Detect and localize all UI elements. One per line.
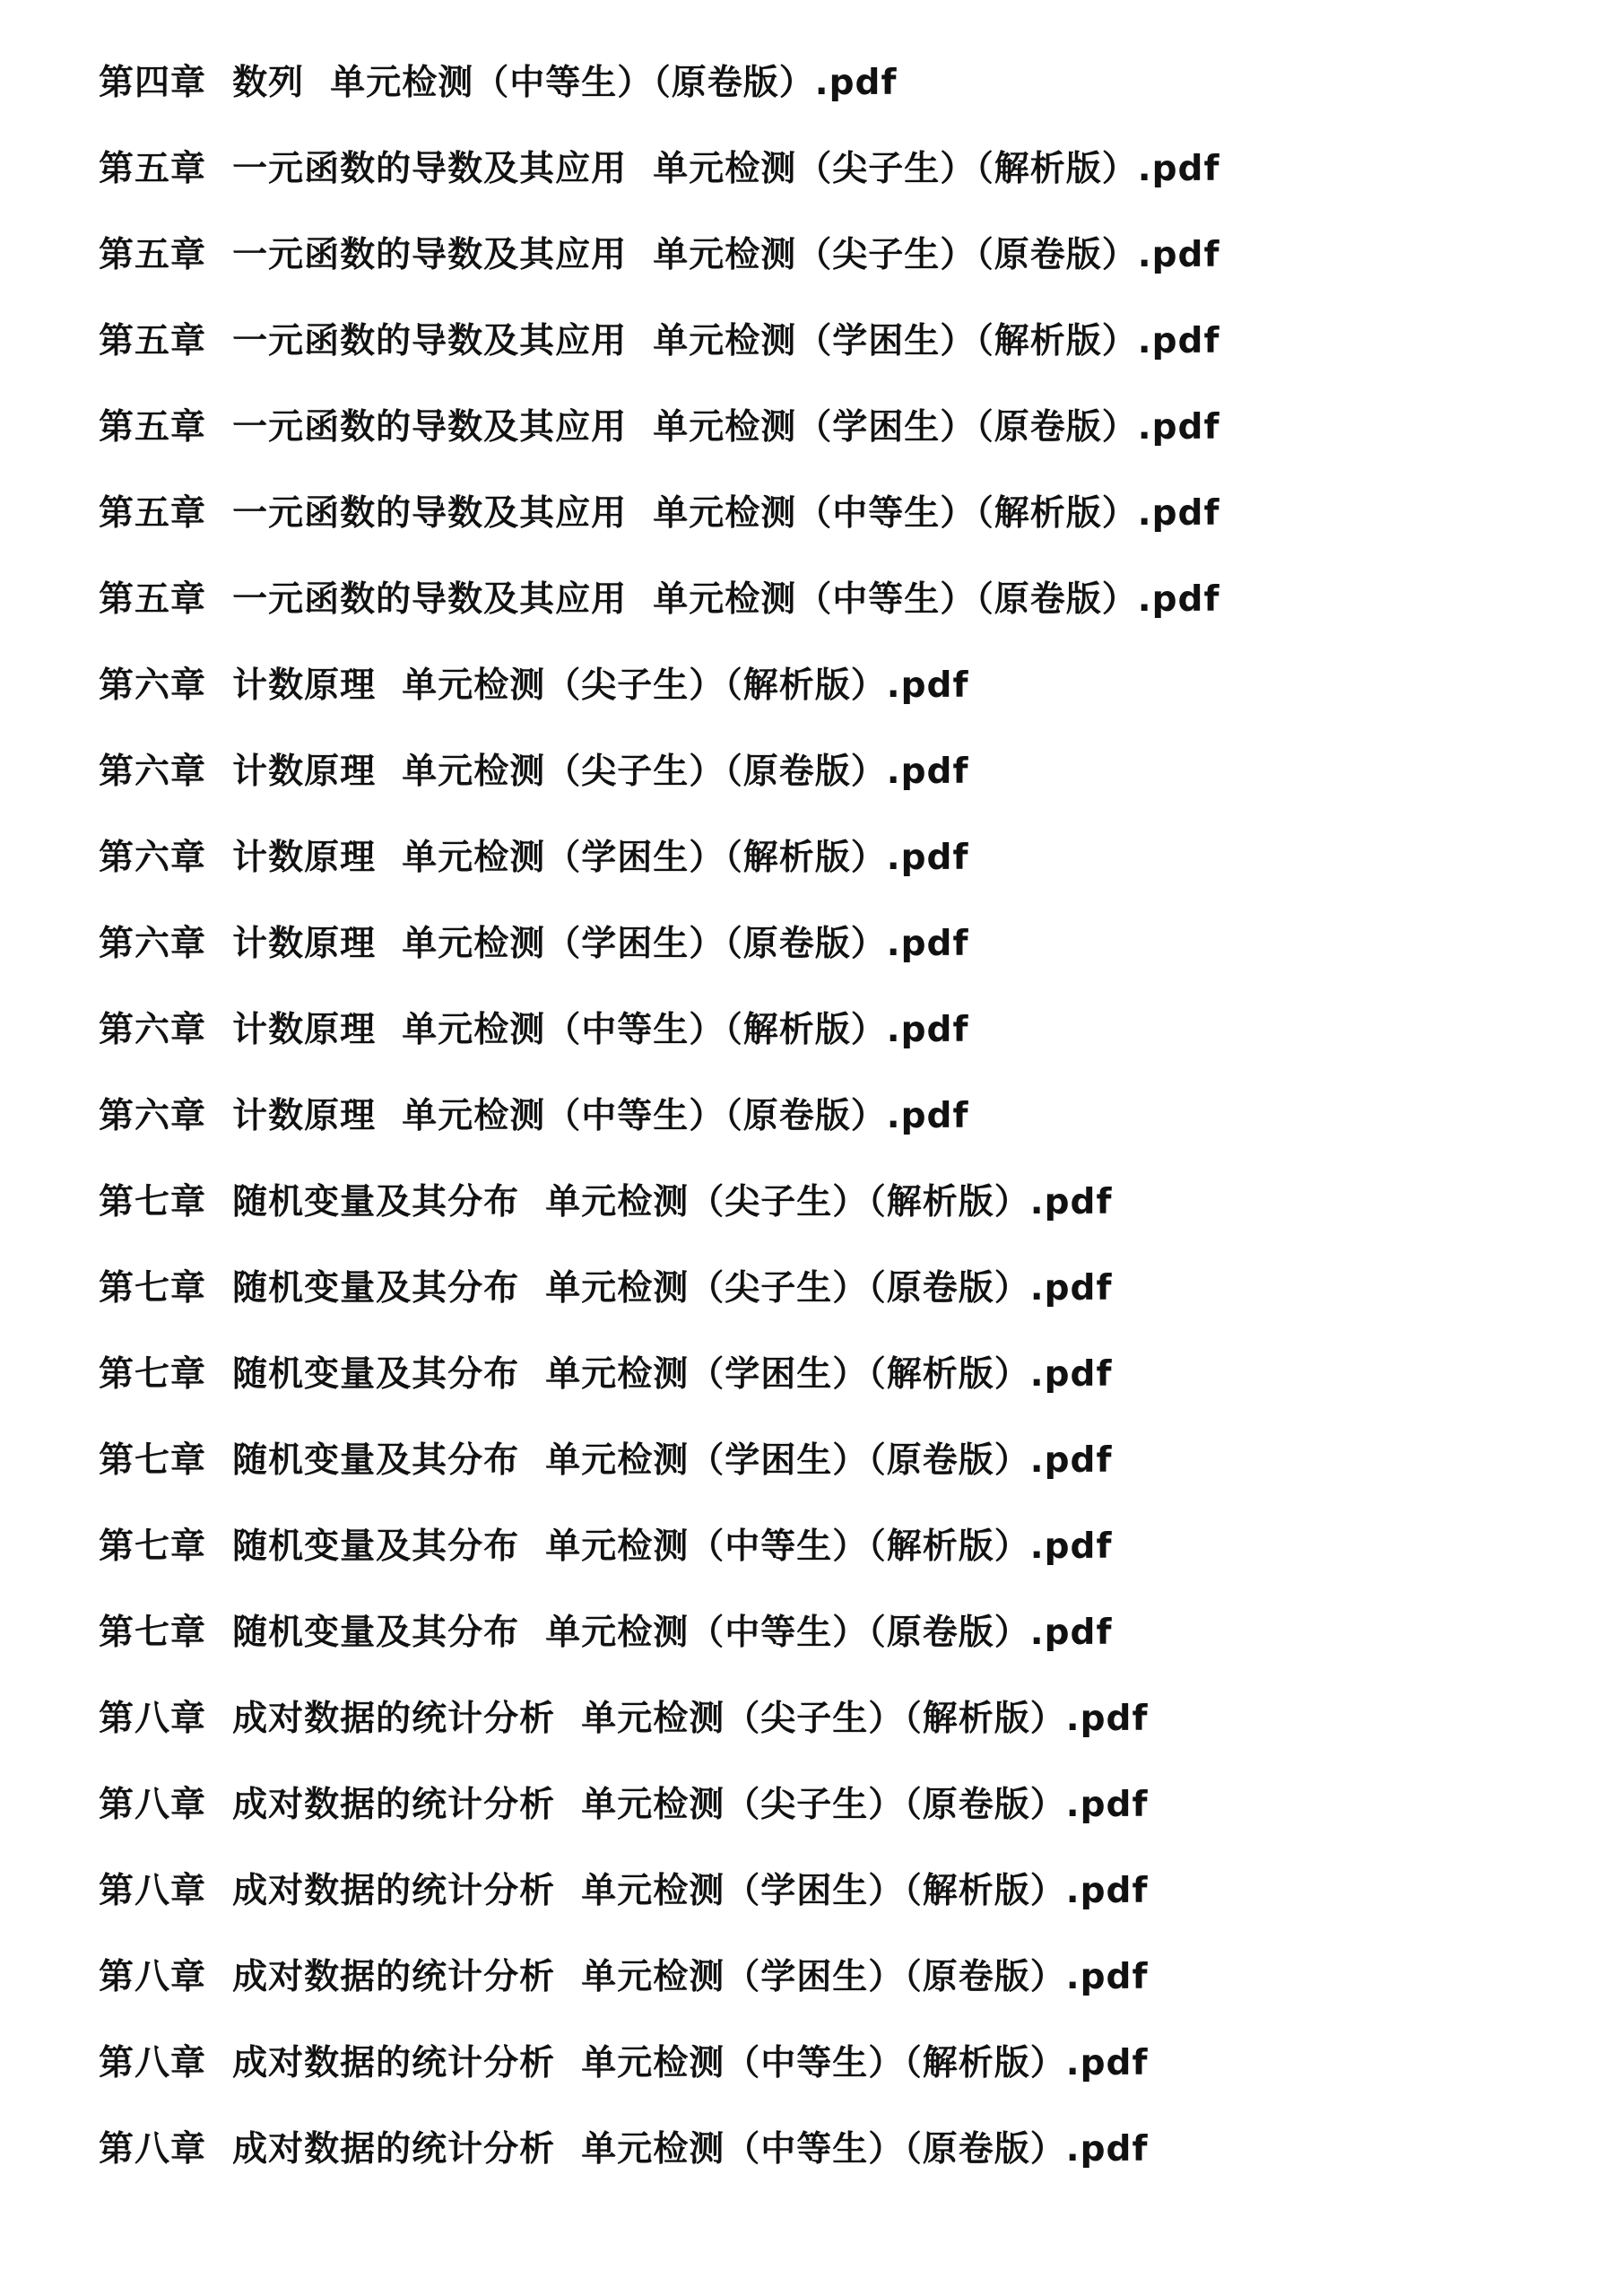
file-item[interactable]: 第八章 成对数据的统计分析 单元检测（中等生）（解析版）.pdf bbox=[99, 2043, 1149, 2083]
file-item[interactable]: 第六章 计数原理 单元检测（尖子生）（解析版）.pdf bbox=[99, 665, 969, 706]
file-item[interactable]: 第七章 随机变量及其分布 单元检测（中等生）（原卷版）.pdf bbox=[99, 1613, 1113, 1653]
file-item[interactable]: 第四章 数列 单元检测（中等生）（原卷版）.pdf bbox=[99, 63, 898, 103]
file-item[interactable]: 第六章 计数原理 单元检测（学困生）（原卷版）.pdf bbox=[99, 924, 969, 964]
file-item[interactable]: 第五章 一元函数的导数及其应用 单元检测（学困生）（解析版）.pdf bbox=[99, 321, 1220, 361]
file-item[interactable]: 第六章 计数原理 单元检测（中等生）（原卷版）.pdf bbox=[99, 1096, 969, 1136]
file-item[interactable]: 第七章 随机变量及其分布 单元检测（尖子生）（解析版）.pdf bbox=[99, 1182, 1113, 1222]
file-list bbox=[99, 51, 1219, 2204]
file-item[interactable]: 第六章 计数原理 单元检测（中等生）（解析版）.pdf bbox=[99, 1010, 969, 1050]
file-item[interactable]: 第七章 随机变量及其分布 单元检测（学困生）（原卷版）.pdf bbox=[99, 1440, 1113, 1481]
file-item[interactable]: 第七章 随机变量及其分布 单元检测（学困生）（解析版）.pdf bbox=[99, 1354, 1113, 1395]
file-item[interactable]: 第五章 一元函数的导数及其应用 单元检测（学困生）（原卷版）.pdf bbox=[99, 407, 1220, 448]
file-item[interactable]: 第七章 随机变量及其分布 单元检测（尖子生）（原卷版）.pdf bbox=[99, 1268, 1113, 1309]
file-item[interactable]: 第八章 成对数据的统计分析 单元检测（尖子生）（原卷版）.pdf bbox=[99, 1785, 1149, 1825]
file-item[interactable]: 第五章 一元函数的导数及其应用 单元检测（尖子生）（解析版）.pdf bbox=[99, 149, 1220, 189]
file-item[interactable]: 第八章 成对数据的统计分析 单元检测（学困生）（原卷版）.pdf bbox=[99, 1957, 1149, 1997]
file-item[interactable]: 第五章 一元函数的导数及其应用 单元检测（尖子生）（原卷版）.pdf bbox=[99, 235, 1220, 275]
file-item[interactable]: 第五章 一元函数的导数及其应用 单元检测（中等生）（解析版）.pdf bbox=[99, 493, 1220, 534]
file-item[interactable]: 第六章 计数原理 单元检测（学困生）（解析版）.pdf bbox=[99, 838, 969, 878]
file-item[interactable]: 第五章 一元函数的导数及其应用 单元检测（中等生）（原卷版）.pdf bbox=[99, 579, 1220, 620]
file-item[interactable]: 第七章 随机变量及其分布 单元检测（中等生）（解析版）.pdf bbox=[99, 1526, 1113, 1567]
file-item[interactable]: 第八章 成对数据的统计分析 单元检测（尖子生）（解析版）.pdf bbox=[99, 1699, 1149, 1739]
file-item[interactable]: 第八章 成对数据的统计分析 单元检测（中等生）（原卷版）.pdf bbox=[99, 2129, 1149, 2170]
file-item[interactable]: 第八章 成对数据的统计分析 单元检测（学困生）（解析版）.pdf bbox=[99, 1871, 1149, 1911]
file-item[interactable]: 第六章 计数原理 单元检测（尖子生）（原卷版）.pdf bbox=[99, 752, 969, 792]
